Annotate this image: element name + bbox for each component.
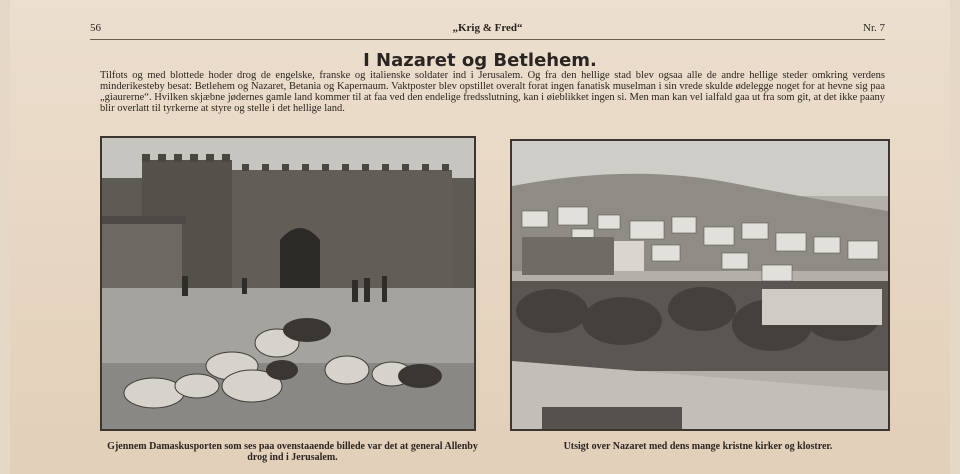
- page-header: [90, 22, 885, 40]
- masthead: „Krig & Fred“: [452, 22, 523, 34]
- article-body: Tilfots og med blottede hoder drog de engelske, franske og italienske soldater ind i Jerusalem. Og fra den hellige stad blev ogsaa alle de andre hellige steder omkring verdens minderikesteby besat: Betlehem og Nazaret, Betania og Kapernaum. Vaktposter blev opstillet overalt forat ingen fanatisk muselman i sin vrede skulde ødelegge noget for at hevne sig paa „giaurerne“. Hvilken skjæbne jødernes gamle land kommer til at faa ved den endelige fredsslutning, kan i øieblikket ingen si. Men man kan vel ialfald gaa ut fra som git, at det ikke paany blir overlatt til tyrkerne at styre og stelle i det hellige land.: [100, 70, 885, 114]
- caption-nazareth-view: Utsigt over Nazaret med dens mange kristne kirker og klostrer.: [563, 441, 833, 452]
- photo-nazareth-view: [510, 139, 890, 431]
- photo-damascus-gate: [100, 136, 476, 431]
- issue-number: Nr. 7: [863, 22, 885, 34]
- article-title: I Nazaret og Betlehem.: [363, 50, 597, 71]
- caption-damascus-gate: Gjennem Damaskusporten som ses paa ovenstaaende billede var det at general Allenby drog ind i Jerusalem.: [107, 441, 478, 463]
- header-rule: [90, 39, 885, 40]
- page-number: 56: [90, 22, 101, 34]
